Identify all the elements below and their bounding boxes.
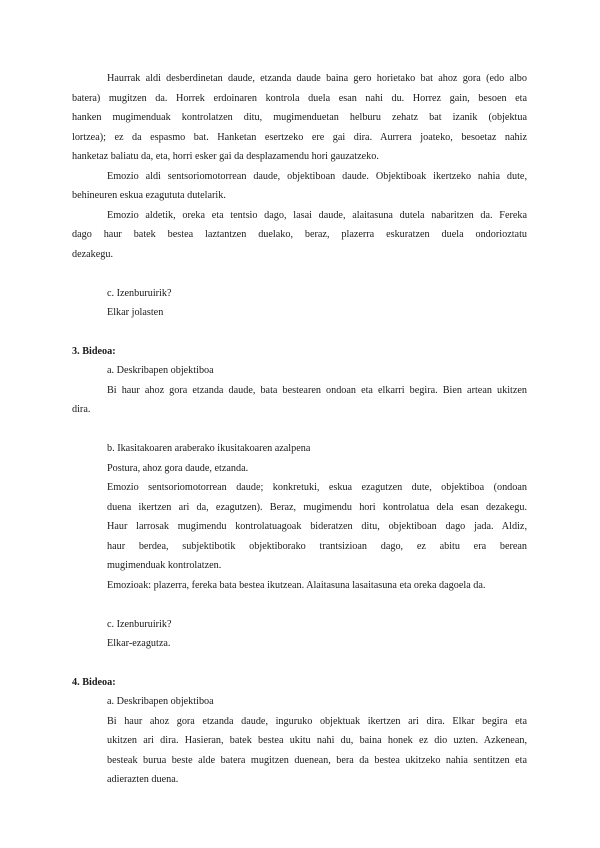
subsection-label: c. Izenburuirik? (107, 288, 172, 299)
subsection-label: b. Ikasitakoaren araberako ikusitakoaren azalpena (107, 443, 311, 454)
video-title: Elkar-ezagutza. (107, 638, 171, 649)
body-text-line: Haurrak aldi desberdinetan daude, etzanda daude baina gero horietako bat ahoz gora (edo albo (107, 73, 527, 84)
subsection-label: c. Izenburuirik? (107, 619, 172, 630)
body-text-line: hanketaz baliatu da, eta, horri esker gai da desplazamendu hori gauzatzeko. (72, 151, 379, 162)
body-text-line: Emozioak: plazerra, fereka bata bestea ikutzean. Alaitasuna lasaitasuna eta oreka dagoela da. (107, 580, 486, 591)
body-text-line: hanken mugimenduak kontrolatzen ditu, mugimenduetan helburu zehatz bat izanik (objektua (72, 112, 527, 123)
body-text-line: batera) mugitzen da. Horrek erdoinaren kontrola duela esan nahi du. Horrez gain, besoen eta (72, 93, 527, 104)
section-heading: 4. Bideoa: (72, 677, 116, 688)
body-text-line: Postura, ahoz gora daude, etzanda. (107, 463, 249, 474)
body-text-line: dira. (72, 404, 91, 415)
body-text-line: Bi haur ahoz gora etzanda daude, bata bestearen ondoan eta elkarri begira. Bien artean ukitzen (107, 385, 527, 396)
subsection-label: a. Deskribapen objektiboa (107, 696, 214, 707)
body-text-line: ukitzen ari dira. Hasieran, batek bestea ukitu nahi du, baina honek ez dio uzten. Azkenean, (107, 735, 527, 746)
body-text-line: Bi haur ahoz gora etzanda daude, inguruko objektuak ikertzen ari dira. Elkar begira eta (107, 716, 527, 727)
body-text-line: haur berdea, subjektibotik objektiborako trantsizioan dago, ez abitu era berean (107, 541, 527, 552)
body-text-line: Haur larrosak mugimendu kontrolatuagoak bideratzen ditu, objektiboan dago jada. Aldiz, (107, 521, 527, 532)
body-text-line: dezakegu. (72, 249, 114, 260)
section-heading: 3. Bideoa: (72, 346, 116, 357)
body-text-line: adierazten duena. (107, 774, 179, 785)
video-title: Elkar jolasten (107, 307, 164, 318)
body-text-line: mugimenduak kontrolatzen. (107, 560, 222, 571)
body-text-line: Emozio aldi sentsoriomotorrean daude, objektiboan daude. Objektiboak ikertzeko nahia dute, (107, 171, 527, 182)
body-text-line: Emozio sentsoriomotorrean daude; konkretuki, eskua ezagutzen dute, objektiboa (ondoan (107, 482, 527, 493)
body-text-line: behineuren eskua ezagututa dutelarik. (72, 190, 226, 201)
body-text-line: Emozio aldetik, oreka eta tentsio dago, lasai daude, alaitasuna dutela nabaritzen da. Fereka (107, 210, 527, 221)
body-text-line: duena ikertzen ari da, ezagutzen). Beraz, mugimendu hori kontrolatua dela esan dezakegu. (107, 502, 527, 513)
subsection-label: a. Deskribapen objektiboa (107, 365, 214, 376)
body-text-line: besteak burua beste alde batera mugitzen duenean, bera da bestea ukitzeko nahia sentitzen eta (107, 755, 527, 766)
body-text-line: dago haur batek bestea laztantzen duelako, beraz, plazerra eskuratzen duela ondorioztatu (72, 229, 527, 240)
body-text-line: lortzea); ez da espasmo bat. Hanketan esertzeko ere gai dira. Aurrera joateko, besoetaz nahiz (72, 132, 527, 143)
